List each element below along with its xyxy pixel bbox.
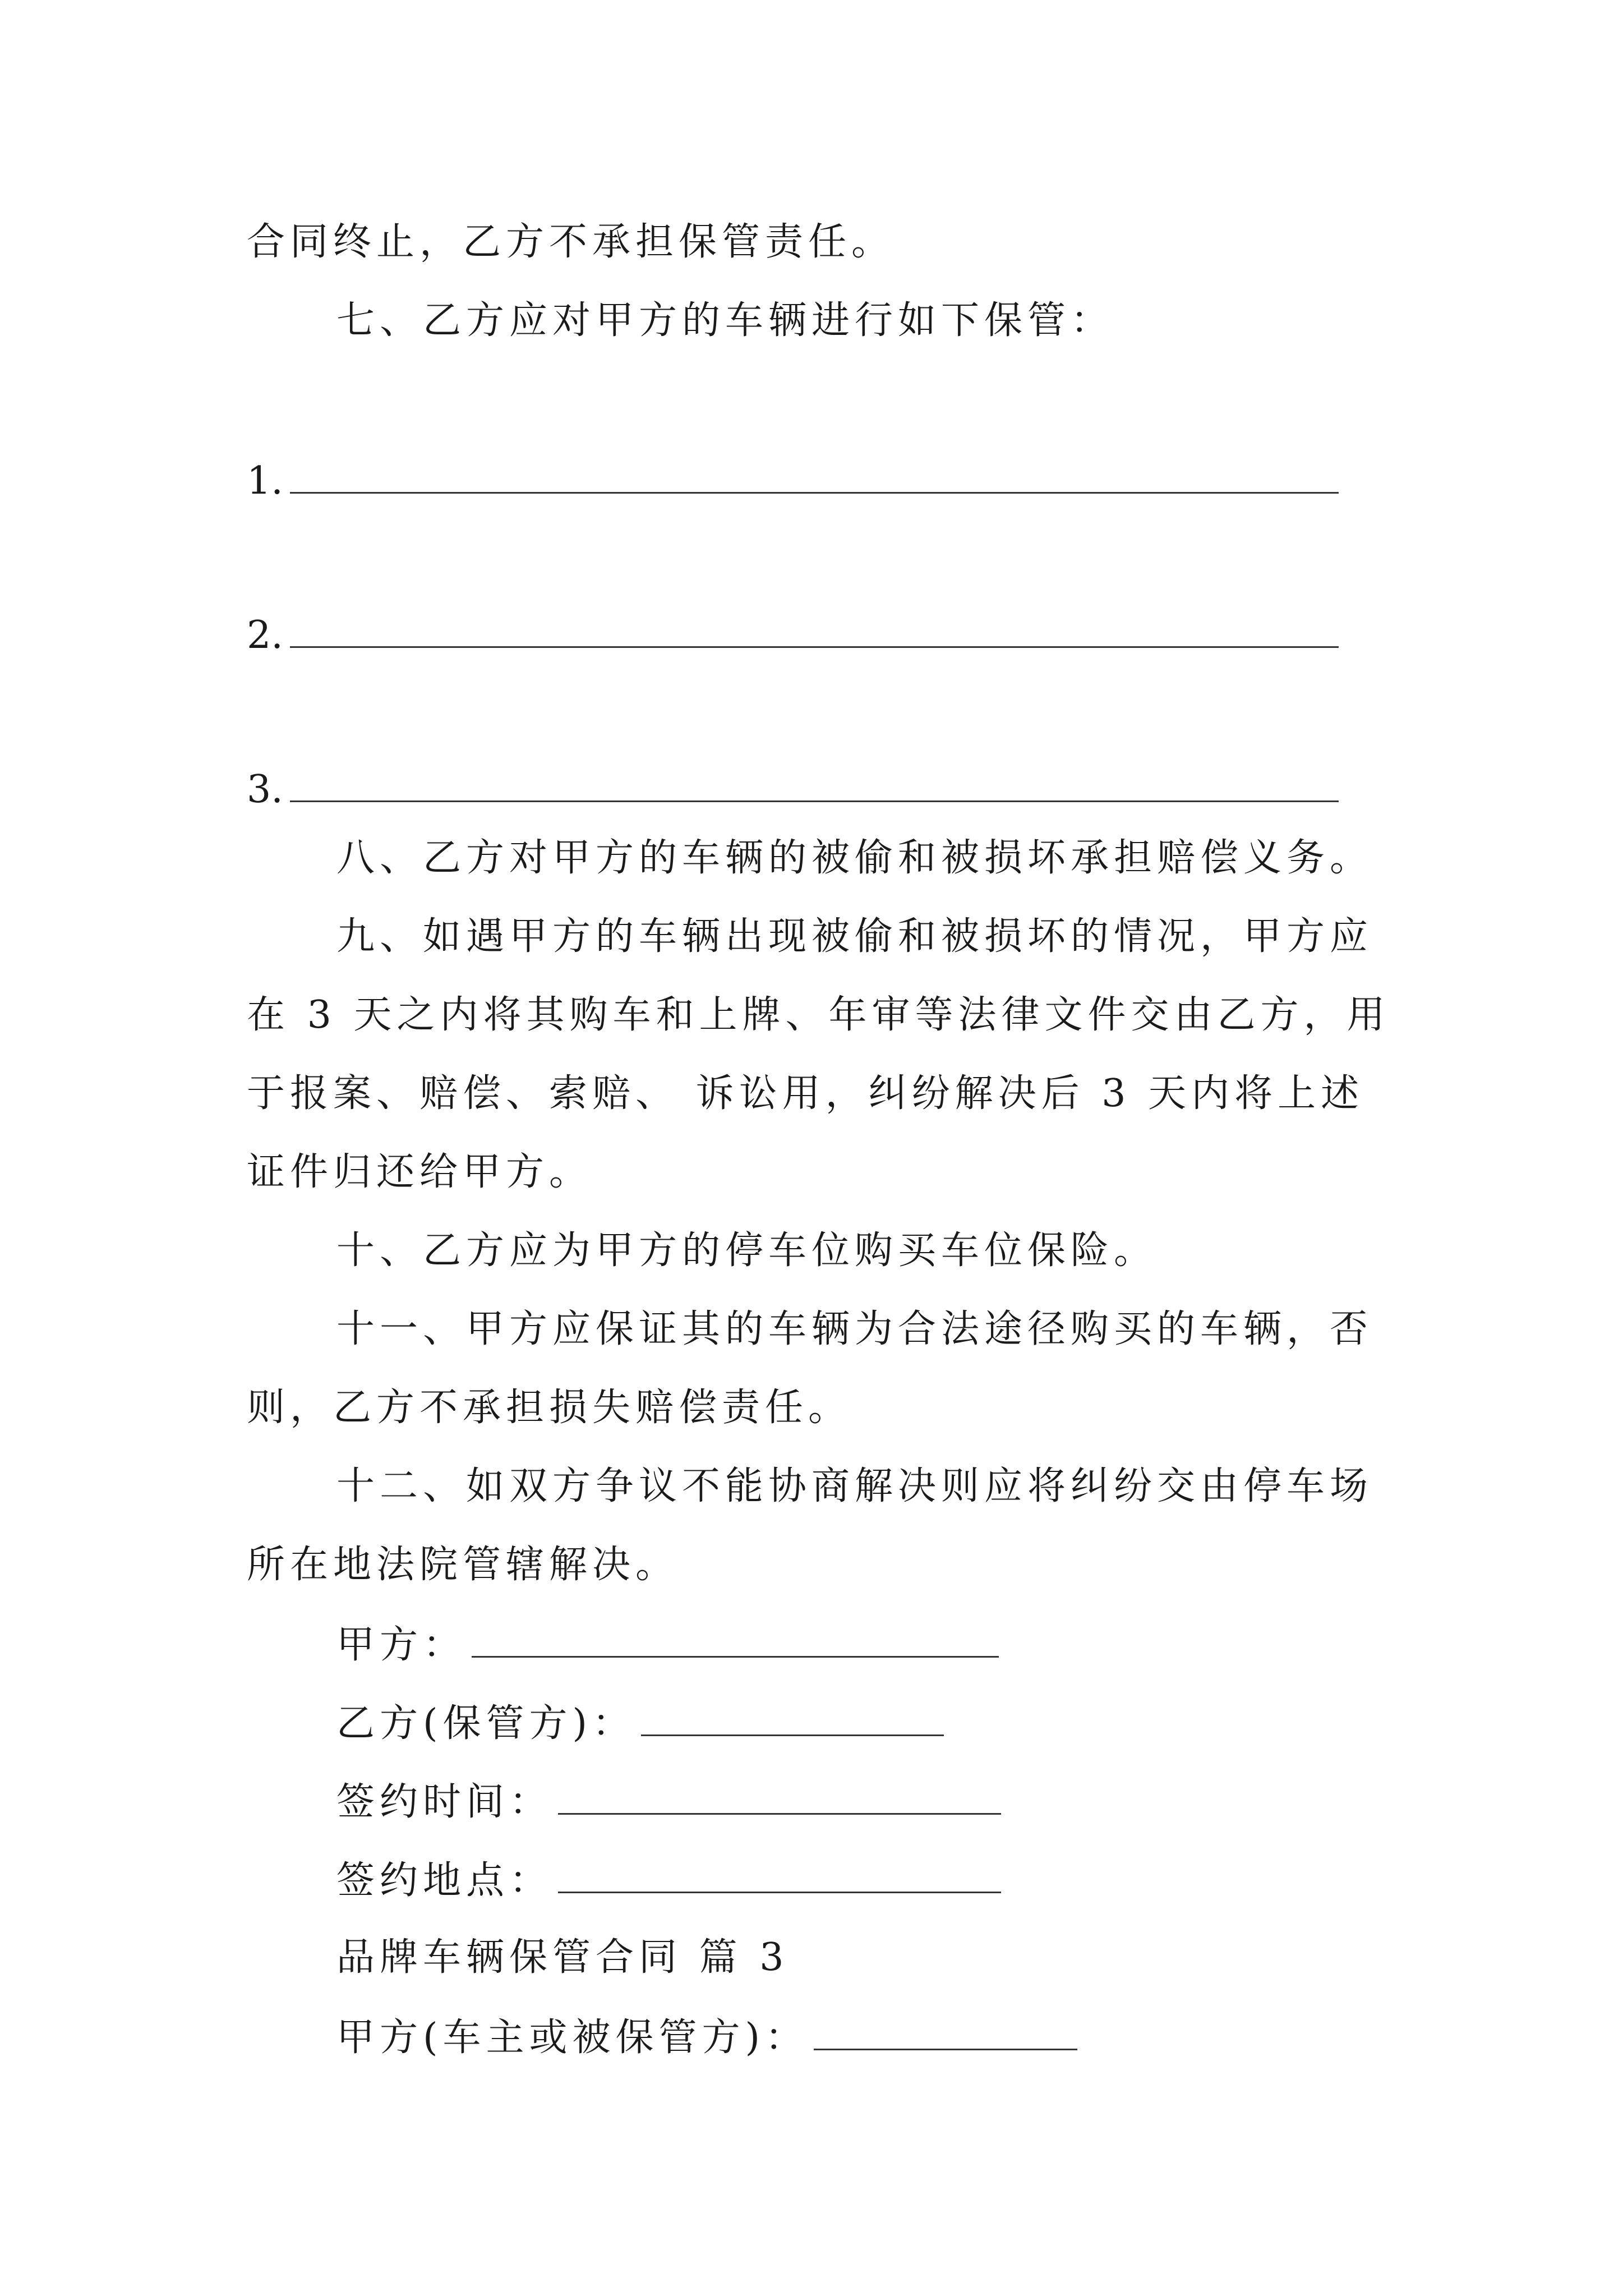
signature-label: 签约时间： [336,1780,553,1824]
blank-item-label: 3. [247,767,283,812]
clause-12-line-2: 所在地法院管辖解决。 [247,1543,679,1587]
clause-9-line-3: 于报案、赔偿、索赔、 诉讼用，纠纷解决后 3 天内将上述 [247,1071,1364,1116]
blank-underline [290,766,1339,802]
clause-7: 七、乙方应对甲方的车辆进行如下保管： [336,298,1114,343]
signature-label: 乙方(保管方)： [336,1701,636,1746]
blank-item-label: 1. [247,459,283,503]
blank-item-2 [247,611,1339,658]
blank-underline [290,457,1339,494]
signature-place [336,1857,1001,1903]
clause-11-line-1: 十一、甲方应保证其的车辆为合法途径购买的车辆，否 [336,1307,1373,1351]
signature-label: 签约地点： [336,1858,553,1903]
clause-9-line-1: 九、如遇甲方的车辆出现被偷和被损坏的情况，甲方应 [336,914,1373,959]
blank-item-1 [247,457,1339,504]
clause-9-line-2: 在 3 天之内将其购车和上牌、年审等法律文件交由乙方，用 [247,993,1390,1037]
signature-label: 甲方(车主或被保管方)： [336,2016,809,2060]
clause-9-line-4: 证件归还给甲方。 [247,1150,593,1194]
signature-blank [814,2014,1077,2050]
signature-blank [558,1778,1001,1815]
next-contract-party-a [336,2014,1077,2060]
blank-item-3 [247,766,1339,812]
signature-blank [641,1700,944,1736]
next-contract-title: 品牌车辆保管合同 篇 3 [336,1935,789,1980]
clause-8: 八、乙方对甲方的车辆的被偷和被损坏承担赔偿义务。 [336,836,1373,880]
clause-12-line-1: 十二、如双方争议不能协商解决则应将纠纷交由停车场 [336,1464,1373,1508]
signature-party-a [336,1621,999,1668]
signature-party-b [336,1700,944,1746]
clause-10: 十、乙方应为甲方的停车位购买车位保险。 [336,1228,1158,1273]
clause-11-line-2: 则，乙方不承担损失赔偿责任。 [247,1386,852,1430]
paragraph-continuation: 合同终止，乙方不承担保管责任。 [247,220,895,264]
signature-label: 甲方： [336,1623,467,1667]
signature-time [336,1778,1001,1825]
blank-underline [290,611,1339,648]
signature-blank [558,1857,1001,1893]
signature-blank [472,1621,999,1658]
blank-item-label: 2. [247,613,283,657]
